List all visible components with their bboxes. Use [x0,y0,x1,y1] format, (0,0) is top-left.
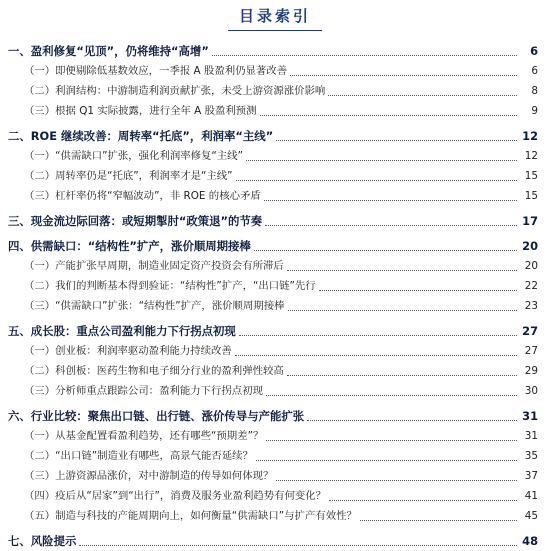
toc-page-number: 15 [524,190,538,202]
dot-leader [256,460,517,461]
dot-leader [266,440,517,441]
toc-entry-title: （二）“出口链”制造业有哪些，高景气能否延续？ [24,450,253,462]
toc-section-entry[interactable] [8,206,538,231]
toc-entry-title: （一）从基金配置看盈利趋势，还有哪些“预期差”？ [24,430,264,442]
toc-page-number: 15 [524,170,538,182]
toc-entry-title: （三）分析师重点跟踪公司：盈利能力下行拐点初现 [24,385,263,397]
toc-entry-title: （五）制造与科技的产能周期向上，如何衡量“供需缺口”与扩产有效性？ [24,510,357,522]
toc-page-number: 29 [524,365,538,377]
toc-entry-title: （一）产能扩张早周期，制造业固定资产投资会有所滞后 [24,260,284,272]
toc-subsection-entry[interactable] [8,486,538,506]
toc-page-number: 27 [524,345,538,357]
toc-entry-title: （四）疫后从“居家”到“出行”，消费及服务业盈利趋势有何变化？ [24,490,327,502]
dot-leader [290,75,517,76]
dot-leader [239,335,517,336]
dot-leader [276,140,517,141]
toc-page-number: 12 [524,150,538,162]
dot-leader [288,310,517,311]
dot-leader [307,420,517,421]
dot-leader [235,355,517,356]
toc-subsection-entry[interactable] [8,466,538,486]
toc-entry-title: 六、行业比较：聚焦出口链、出行链、涨价传导与产能扩张 [8,409,305,423]
dot-leader [329,500,517,501]
toc-page-number: 6 [530,44,538,58]
dot-leader [260,115,517,116]
dot-leader [266,395,517,396]
toc-section-entry[interactable] [8,231,538,256]
toc-subsection-entry[interactable] [8,276,538,296]
toc-page-number: 20 [522,239,538,253]
toc-section-entry[interactable] [8,121,538,146]
toc-page-number: 31 [522,409,538,423]
toc-subsection-entry[interactable] [8,81,538,101]
dot-leader [264,200,517,201]
toc-subsection-entry[interactable] [8,341,538,361]
toc-subsection-entry[interactable] [8,296,538,316]
dot-leader [236,180,517,181]
dot-leader [360,520,517,521]
toc-entry-title: （二）周转率仍是“托底”，利润率才是“主线” [24,170,233,182]
toc-entry-title: （三）根据 Q1 实际披露，进行全年 A 股盈利预测 [24,105,257,117]
toc-entry-title: 二、ROE 继续改善：周转率“托底”，利润率“主线” [8,129,274,143]
toc-entry-title: 一、盈利修复“见顶”，仍将维持“高增” [8,44,209,58]
toc-page-number: 45 [524,510,538,522]
toc-page-number: 9 [531,105,538,117]
toc-subsection-entry[interactable] [8,166,538,186]
toc-title: 目录索引 [238,7,311,25]
toc-entry-title: （三）上游资源品涨价，对中游制造的传导如何体现？ [24,470,274,482]
toc-subsection-entry[interactable] [8,446,538,466]
toc-subsection-entry[interactable] [8,146,538,166]
toc-page-number: 8 [531,85,538,97]
toc-section-entry[interactable] [8,401,538,426]
toc-page-number: 20 [524,260,538,272]
toc-page-number: 12 [522,129,538,143]
toc-page-number: 22 [524,280,538,292]
toc-page-number: 31 [524,430,538,442]
toc-entry-title: 七、风险提示 [8,534,77,548]
toc-entry-title: （一）创业板：利润率驱动盈利能力持续改善 [24,345,232,357]
dot-leader [246,160,517,161]
toc-page-number: 35 [524,450,538,462]
toc-subsection-entry[interactable] [8,426,538,446]
title-underline [228,30,322,31]
toc-page-number: 27 [522,324,538,338]
dot-leader [287,270,517,271]
toc-page-number: 23 [524,300,538,312]
toc-page-number: 41 [524,490,538,502]
toc-subsection-entry[interactable] [8,101,538,121]
toc-entry-title: （三）杠杆率仍将“窄幅波动”，非 ROE 的核心矛盾 [24,190,261,202]
toc-subsection-entry[interactable] [8,361,538,381]
dot-leader [265,225,517,226]
toc-list [8,36,538,551]
dot-leader [276,480,517,481]
toc-entry-title: （二）我们的判断基本得到验证：“结构性”扩产，“出口链”先行 [24,280,316,292]
toc-page-number: 17 [522,214,538,228]
toc-page-number: 48 [522,534,538,548]
toc-entry-title: 三、现金流边际回落：或短期掣肘“政策退”的节奏 [8,214,263,228]
dot-leader [212,55,517,56]
dot-leader [254,250,517,251]
toc-entry-title: 四、供需缺口：“结构性”扩产，涨价顺周期接棒 [8,239,251,253]
toc-subsection-entry[interactable] [8,256,538,276]
toc-subsection-entry[interactable] [8,186,538,206]
dot-leader [328,95,517,96]
toc-subsection-entry[interactable] [8,381,538,401]
toc-entry-title: 五、成长股：重点公司盈利能力下行拐点初现 [8,324,236,338]
toc-section-entry[interactable] [8,526,538,551]
toc-section-entry[interactable] [8,36,538,61]
toc-entry-title: （二）利润结构：中游制造利润贡献扩张，未受上游资源涨价影响 [24,85,326,97]
toc-section-entry[interactable] [8,316,538,341]
toc-entry-title: （一）即便剔除低基数效应，一季报 A 股盈利仍显著改善 [24,65,288,77]
toc-page-number: 30 [524,385,538,397]
toc-subsection-entry[interactable] [8,506,538,526]
toc-page-number: 37 [524,470,538,482]
toc-entry-title: （一）“供需缺口”扩张，强化利润率修复“主线” [24,150,243,162]
dot-leader [287,375,517,376]
toc-entry-title: （二）科创板：医药生物和电子细分行业的盈利弹性较高 [24,365,284,377]
toc-page-number: 6 [531,65,538,77]
dot-leader [319,290,517,291]
toc-subsection-entry[interactable] [8,61,538,81]
toc-entry-title: （三）“供需缺口”扩张：“结构性”扩产，涨价顺周期接棒 [24,300,285,312]
